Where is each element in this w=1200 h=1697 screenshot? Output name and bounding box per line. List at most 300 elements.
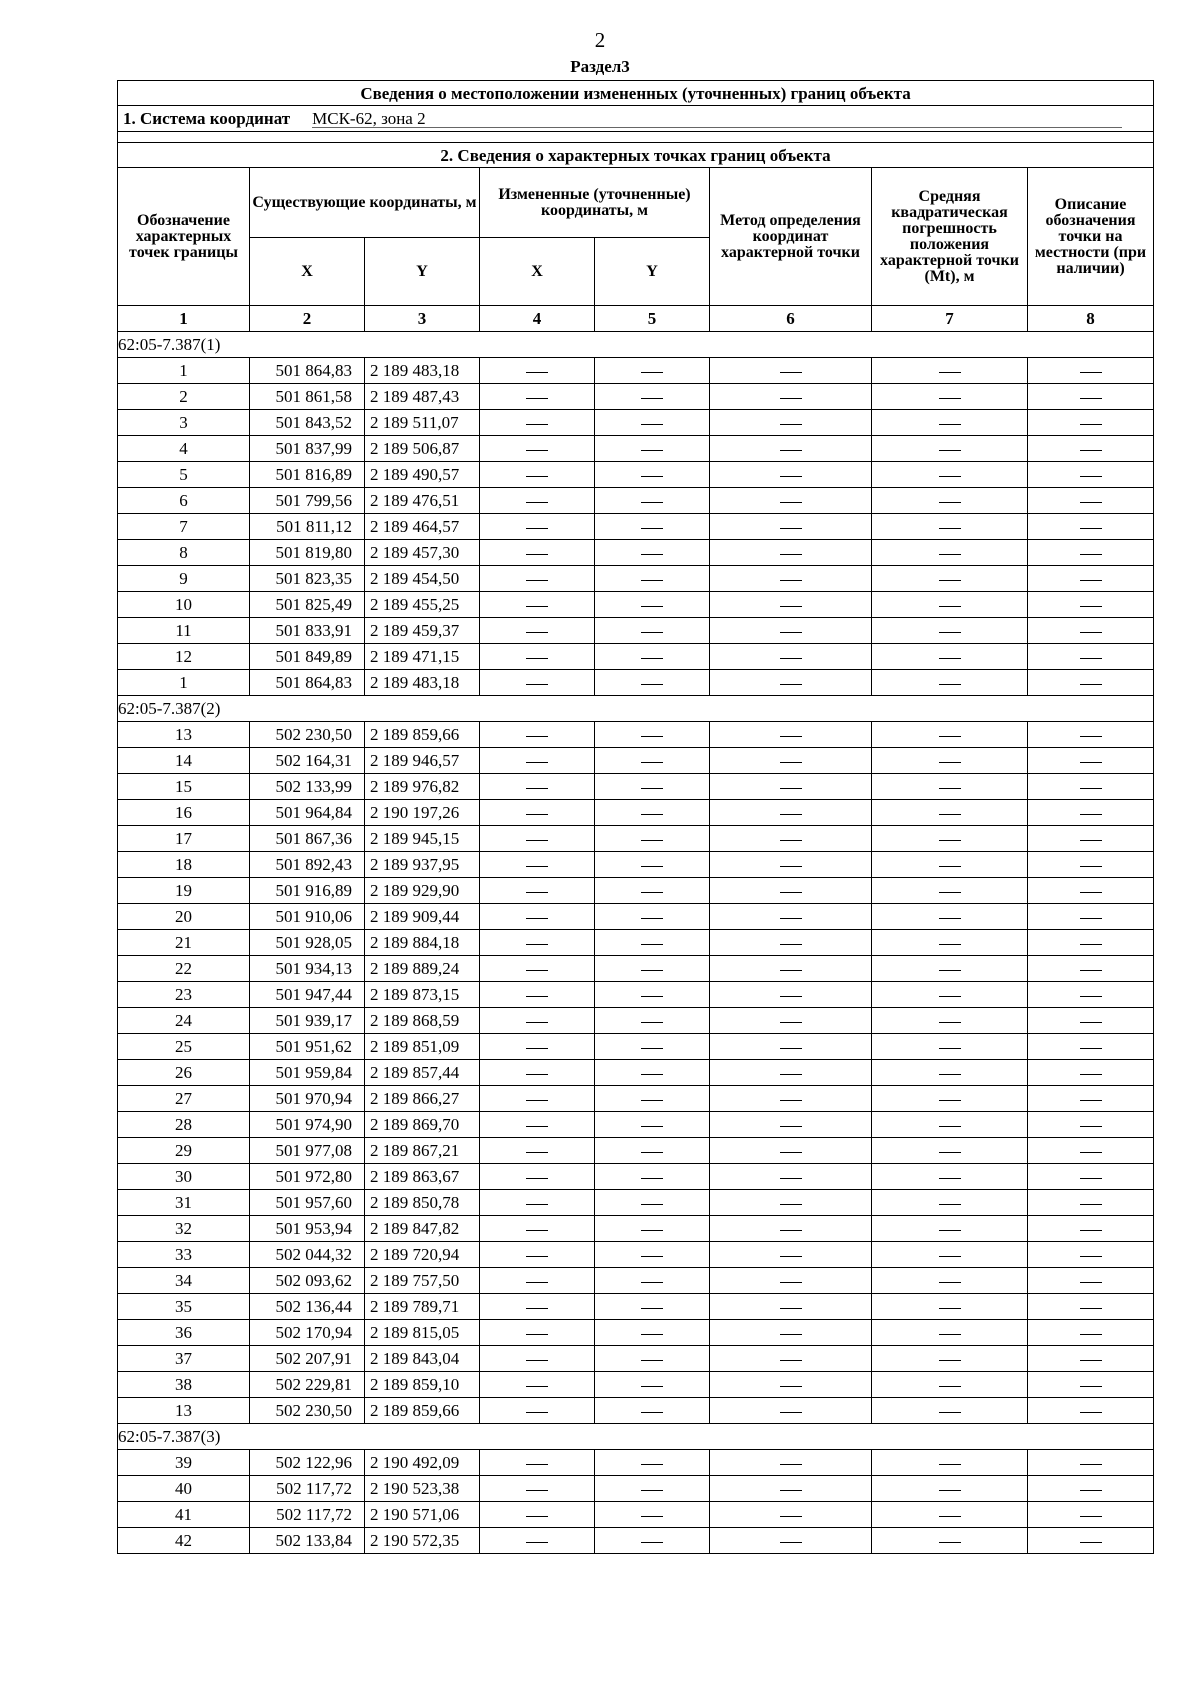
table-row [118, 358, 1154, 384]
empty-dash [595, 1450, 710, 1476]
dash-mark [526, 1516, 548, 1517]
dash-mark [939, 1464, 961, 1465]
contour-label: 62:05-7.387(2) [118, 696, 1154, 722]
dash-mark [939, 1100, 961, 1101]
column-number: 6 [710, 306, 872, 332]
empty-dash [710, 358, 872, 384]
table-row [118, 1476, 1154, 1502]
dash-mark [526, 736, 548, 737]
dash-mark [641, 788, 663, 789]
dash-mark [780, 1204, 802, 1205]
dash-mark [939, 1204, 961, 1205]
existing-y: 2 189 859,10 [365, 1372, 480, 1398]
empty-dash [1028, 1476, 1154, 1502]
dash-mark [526, 788, 548, 789]
point-number: 1 [118, 670, 250, 696]
dash-mark [641, 1412, 663, 1413]
dash-mark [939, 450, 961, 451]
point-number: 14 [118, 748, 250, 774]
point-number: 37 [118, 1346, 250, 1372]
empty-dash [595, 436, 710, 462]
empty-dash [710, 774, 872, 800]
column-number: 8 [1028, 306, 1154, 332]
empty-dash [872, 826, 1028, 852]
existing-y: 2 189 459,37 [365, 618, 480, 644]
point-number: 16 [118, 800, 250, 826]
dash-mark [641, 580, 663, 581]
dash-mark [780, 580, 802, 581]
dash-mark [641, 476, 663, 477]
existing-x: 501 959,84 [250, 1060, 365, 1086]
empty-dash [872, 1450, 1028, 1476]
point-number: 8 [118, 540, 250, 566]
existing-y: 2 189 483,18 [365, 358, 480, 384]
empty-dash [480, 1034, 595, 1060]
existing-x: 501 811,12 [250, 514, 365, 540]
empty-dash [480, 670, 595, 696]
dash-mark [780, 606, 802, 607]
table-row [118, 1528, 1154, 1554]
header-changed-x: X [480, 238, 595, 306]
empty-dash [595, 1060, 710, 1086]
dash-mark [939, 840, 961, 841]
dash-mark [526, 1178, 548, 1179]
dash-mark [641, 502, 663, 503]
header-changed: Измененные (уточненные) координаты, м [480, 168, 710, 238]
existing-x: 502 133,99 [250, 774, 365, 800]
header-existing-y: Y [365, 238, 480, 306]
table-row [118, 1372, 1154, 1398]
table-row [118, 1216, 1154, 1242]
empty-dash [710, 1346, 872, 1372]
empty-dash [1028, 1008, 1154, 1034]
dash-mark [1080, 1100, 1102, 1101]
empty-dash [710, 1268, 872, 1294]
table-row [118, 1502, 1154, 1528]
empty-dash [480, 1268, 595, 1294]
dash-mark [780, 1256, 802, 1257]
table-row [118, 852, 1154, 878]
dash-mark [526, 1230, 548, 1231]
empty-dash [710, 1320, 872, 1346]
empty-dash [595, 826, 710, 852]
point-number: 17 [118, 826, 250, 852]
table-row [118, 1086, 1154, 1112]
point-number: 12 [118, 644, 250, 670]
empty-dash [1028, 644, 1154, 670]
dash-mark [641, 1464, 663, 1465]
existing-x: 501 977,08 [250, 1138, 365, 1164]
dash-mark [1080, 1334, 1102, 1335]
empty-dash [480, 1372, 595, 1398]
empty-dash [872, 1164, 1028, 1190]
existing-y: 2 190 197,26 [365, 800, 480, 826]
existing-x: 502 136,44 [250, 1294, 365, 1320]
empty-dash [710, 1372, 872, 1398]
table-row [118, 1320, 1154, 1346]
point-number: 25 [118, 1034, 250, 1060]
dash-mark [1080, 398, 1102, 399]
dash-mark [1080, 1386, 1102, 1387]
empty-dash [872, 384, 1028, 410]
empty-dash [872, 1294, 1028, 1320]
dash-mark [780, 1308, 802, 1309]
existing-y: 2 190 572,35 [365, 1528, 480, 1554]
empty-dash [480, 644, 595, 670]
empty-dash [480, 982, 595, 1008]
dash-mark [939, 1256, 961, 1257]
empty-dash [480, 1398, 595, 1424]
dash-mark [939, 1074, 961, 1075]
existing-x: 502 093,62 [250, 1268, 365, 1294]
existing-y: 2 189 867,21 [365, 1138, 480, 1164]
empty-dash [710, 1294, 872, 1320]
empty-dash [710, 592, 872, 618]
empty-dash [1028, 592, 1154, 618]
empty-dash [1028, 1216, 1154, 1242]
empty-dash [872, 1346, 1028, 1372]
existing-y: 2 189 945,15 [365, 826, 480, 852]
dash-mark [641, 528, 663, 529]
existing-x: 501 867,36 [250, 826, 365, 852]
empty-dash [1028, 774, 1154, 800]
empty-dash [872, 566, 1028, 592]
dash-mark [641, 1152, 663, 1153]
existing-x: 502 044,32 [250, 1242, 365, 1268]
section-heading: Раздел3 [570, 57, 630, 76]
empty-dash [1028, 1398, 1154, 1424]
dash-mark [641, 1282, 663, 1283]
dash-mark [939, 580, 961, 581]
point-number: 32 [118, 1216, 250, 1242]
empty-dash [710, 800, 872, 826]
empty-dash [595, 488, 710, 514]
coord-system-value: МСК-62, зона 2 [312, 110, 1122, 128]
dash-mark [526, 658, 548, 659]
dash-mark [780, 1152, 802, 1153]
existing-y: 2 189 850,78 [365, 1190, 480, 1216]
dash-mark [780, 1542, 802, 1543]
dash-mark [780, 840, 802, 841]
existing-x: 501 861,58 [250, 384, 365, 410]
existing-y: 2 189 506,87 [365, 436, 480, 462]
point-number: 13 [118, 1398, 250, 1424]
table-row [118, 670, 1154, 696]
empty-dash [480, 774, 595, 800]
header-method: Метод определения координат характерной точки [710, 168, 872, 306]
dash-mark [641, 1256, 663, 1257]
dash-mark [780, 632, 802, 633]
empty-dash [480, 826, 595, 852]
empty-dash [480, 1320, 595, 1346]
dash-mark [939, 658, 961, 659]
empty-dash [710, 1086, 872, 1112]
dash-mark [1080, 1464, 1102, 1465]
dash-mark [526, 970, 548, 971]
empty-dash [480, 956, 595, 982]
existing-y: 2 189 789,71 [365, 1294, 480, 1320]
empty-dash [595, 592, 710, 618]
dash-mark [526, 1126, 548, 1127]
empty-dash [710, 1216, 872, 1242]
table-row [118, 1138, 1154, 1164]
dash-mark [780, 554, 802, 555]
dash-mark [939, 1152, 961, 1153]
dash-mark [1080, 970, 1102, 971]
dash-mark [1080, 580, 1102, 581]
empty-dash [1028, 462, 1154, 488]
point-number: 1 [118, 358, 250, 384]
empty-dash [480, 930, 595, 956]
empty-dash [595, 1372, 710, 1398]
empty-dash [1028, 748, 1154, 774]
empty-dash [872, 852, 1028, 878]
dash-mark [526, 1360, 548, 1361]
dash-mark [780, 1126, 802, 1127]
existing-x: 502 117,72 [250, 1502, 365, 1528]
empty-dash [1028, 410, 1154, 436]
empty-dash [872, 644, 1028, 670]
dash-mark [780, 788, 802, 789]
point-number: 35 [118, 1294, 250, 1320]
dash-mark [780, 1464, 802, 1465]
empty-dash [710, 982, 872, 1008]
existing-x: 501 964,84 [250, 800, 365, 826]
existing-y: 2 189 471,15 [365, 644, 480, 670]
table-row [118, 826, 1154, 852]
dash-mark [526, 1074, 548, 1075]
dash-mark [526, 840, 548, 841]
empty-dash [1028, 1190, 1154, 1216]
empty-dash [595, 566, 710, 592]
dash-mark [939, 502, 961, 503]
dash-mark [1080, 1412, 1102, 1413]
existing-y: 2 189 464,57 [365, 514, 480, 540]
dash-mark [641, 1230, 663, 1231]
existing-x: 501 864,83 [250, 358, 365, 384]
point-number: 33 [118, 1242, 250, 1268]
dash-mark [939, 944, 961, 945]
empty-dash [595, 878, 710, 904]
empty-dash [595, 358, 710, 384]
table-row [118, 930, 1154, 956]
existing-x: 501 910,06 [250, 904, 365, 930]
point-number: 13 [118, 722, 250, 748]
empty-dash [480, 358, 595, 384]
table-row [118, 878, 1154, 904]
existing-x: 501 816,89 [250, 462, 365, 488]
table-row [118, 410, 1154, 436]
existing-y: 2 190 571,06 [365, 1502, 480, 1528]
existing-y: 2 189 455,25 [365, 592, 480, 618]
empty-dash [1028, 436, 1154, 462]
dash-mark [1080, 554, 1102, 555]
empty-dash [595, 1346, 710, 1372]
dash-mark [1080, 1074, 1102, 1075]
empty-dash [595, 462, 710, 488]
table-row [118, 722, 1154, 748]
contour-row [118, 1424, 1154, 1450]
dash-mark [526, 1022, 548, 1023]
existing-x: 501 843,52 [250, 410, 365, 436]
empty-dash [710, 436, 872, 462]
existing-x: 501 957,60 [250, 1190, 365, 1216]
coord-system-row [118, 106, 1154, 132]
dash-mark [526, 918, 548, 919]
dash-mark [526, 1334, 548, 1335]
table-row [118, 514, 1154, 540]
empty-dash [872, 410, 1028, 436]
dash-mark [939, 398, 961, 399]
dash-mark [780, 450, 802, 451]
existing-y: 2 189 720,94 [365, 1242, 480, 1268]
dash-mark [939, 372, 961, 373]
empty-dash [595, 1476, 710, 1502]
existing-x: 501 799,56 [250, 488, 365, 514]
empty-dash [595, 618, 710, 644]
dash-mark [780, 892, 802, 893]
empty-dash [1028, 1242, 1154, 1268]
empty-dash [710, 1502, 872, 1528]
dash-mark [780, 1516, 802, 1517]
table-title: Сведения о местоположении измененных (уточненных) границ объекта [118, 81, 1154, 106]
dash-mark [526, 1204, 548, 1205]
empty-dash [872, 904, 1028, 930]
existing-y: 2 189 851,09 [365, 1034, 480, 1060]
dash-mark [641, 1126, 663, 1127]
dash-mark [526, 1152, 548, 1153]
dash-mark [1080, 1230, 1102, 1231]
dash-mark [939, 1126, 961, 1127]
header-existing: Существующие координаты, м [250, 168, 480, 238]
point-number: 29 [118, 1138, 250, 1164]
existing-y: 2 189 511,07 [365, 410, 480, 436]
page-number: 2 [594, 28, 606, 52]
dash-mark [641, 866, 663, 867]
existing-x: 502 229,81 [250, 1372, 365, 1398]
dash-mark [780, 1178, 802, 1179]
table-row [118, 1242, 1154, 1268]
dash-mark [1080, 606, 1102, 607]
point-number: 24 [118, 1008, 250, 1034]
empty-dash [872, 514, 1028, 540]
dash-mark [780, 918, 802, 919]
dash-mark [939, 996, 961, 997]
existing-y: 2 189 490,57 [365, 462, 480, 488]
empty-dash [710, 384, 872, 410]
point-number: 21 [118, 930, 250, 956]
dash-mark [641, 684, 663, 685]
dash-mark [641, 1386, 663, 1387]
empty-dash [872, 540, 1028, 566]
dash-mark [780, 1412, 802, 1413]
column-number: 1 [118, 306, 250, 332]
dash-mark [641, 918, 663, 919]
point-number: 9 [118, 566, 250, 592]
point-number: 38 [118, 1372, 250, 1398]
existing-x: 501 825,49 [250, 592, 365, 618]
dash-mark [939, 970, 961, 971]
existing-x: 501 892,43 [250, 852, 365, 878]
dash-mark [526, 762, 548, 763]
point-number: 10 [118, 592, 250, 618]
empty-dash [1028, 982, 1154, 1008]
empty-dash [872, 956, 1028, 982]
dash-mark [780, 814, 802, 815]
dash-mark [641, 996, 663, 997]
empty-dash [872, 358, 1028, 384]
existing-x: 501 939,17 [250, 1008, 365, 1034]
dash-mark [526, 476, 548, 477]
empty-dash [1028, 878, 1154, 904]
existing-y: 2 189 859,66 [365, 1398, 480, 1424]
table-row [118, 644, 1154, 670]
dash-mark [526, 944, 548, 945]
table-row [118, 982, 1154, 1008]
dash-mark [939, 632, 961, 633]
empty-dash [710, 748, 872, 774]
existing-x: 502 122,96 [250, 1450, 365, 1476]
table-row [118, 384, 1154, 410]
empty-dash [480, 1346, 595, 1372]
empty-dash [1028, 1346, 1154, 1372]
point-number: 15 [118, 774, 250, 800]
empty-dash [872, 436, 1028, 462]
empty-dash [1028, 722, 1154, 748]
existing-x: 502 133,84 [250, 1528, 365, 1554]
contour-label: 62:05-7.387(1) [118, 332, 1154, 358]
dash-mark [526, 1464, 548, 1465]
dash-mark [526, 580, 548, 581]
empty-dash [710, 566, 872, 592]
dash-mark [1080, 450, 1102, 451]
dash-mark [526, 1542, 548, 1543]
dash-mark [1080, 1256, 1102, 1257]
empty-dash [872, 982, 1028, 1008]
dash-mark [1080, 892, 1102, 893]
dash-mark [641, 1022, 663, 1023]
existing-x: 501 864,83 [250, 670, 365, 696]
existing-y: 2 190 492,09 [365, 1450, 480, 1476]
column-number: 2 [250, 306, 365, 332]
existing-y: 2 189 857,44 [365, 1060, 480, 1086]
dash-mark [641, 814, 663, 815]
existing-x: 501 934,13 [250, 956, 365, 982]
dash-mark [641, 1048, 663, 1049]
empty-dash [1028, 1034, 1154, 1060]
empty-dash [872, 488, 1028, 514]
empty-dash [595, 1502, 710, 1528]
point-number: 23 [118, 982, 250, 1008]
empty-dash [480, 1060, 595, 1086]
point-number: 31 [118, 1190, 250, 1216]
empty-dash [710, 722, 872, 748]
empty-dash [872, 1060, 1028, 1086]
existing-y: 2 189 889,24 [365, 956, 480, 982]
table-row [118, 1008, 1154, 1034]
empty-dash [1028, 618, 1154, 644]
empty-dash [1028, 956, 1154, 982]
empty-dash [872, 1034, 1028, 1060]
table-row [118, 956, 1154, 982]
empty-dash [480, 722, 595, 748]
dash-mark [641, 1516, 663, 1517]
empty-dash [710, 540, 872, 566]
dash-mark [641, 1334, 663, 1335]
empty-dash [872, 748, 1028, 774]
empty-dash [595, 410, 710, 436]
header-error: Средняя квадратическая погрешность положения характерной точки (Mt), м [872, 168, 1028, 306]
